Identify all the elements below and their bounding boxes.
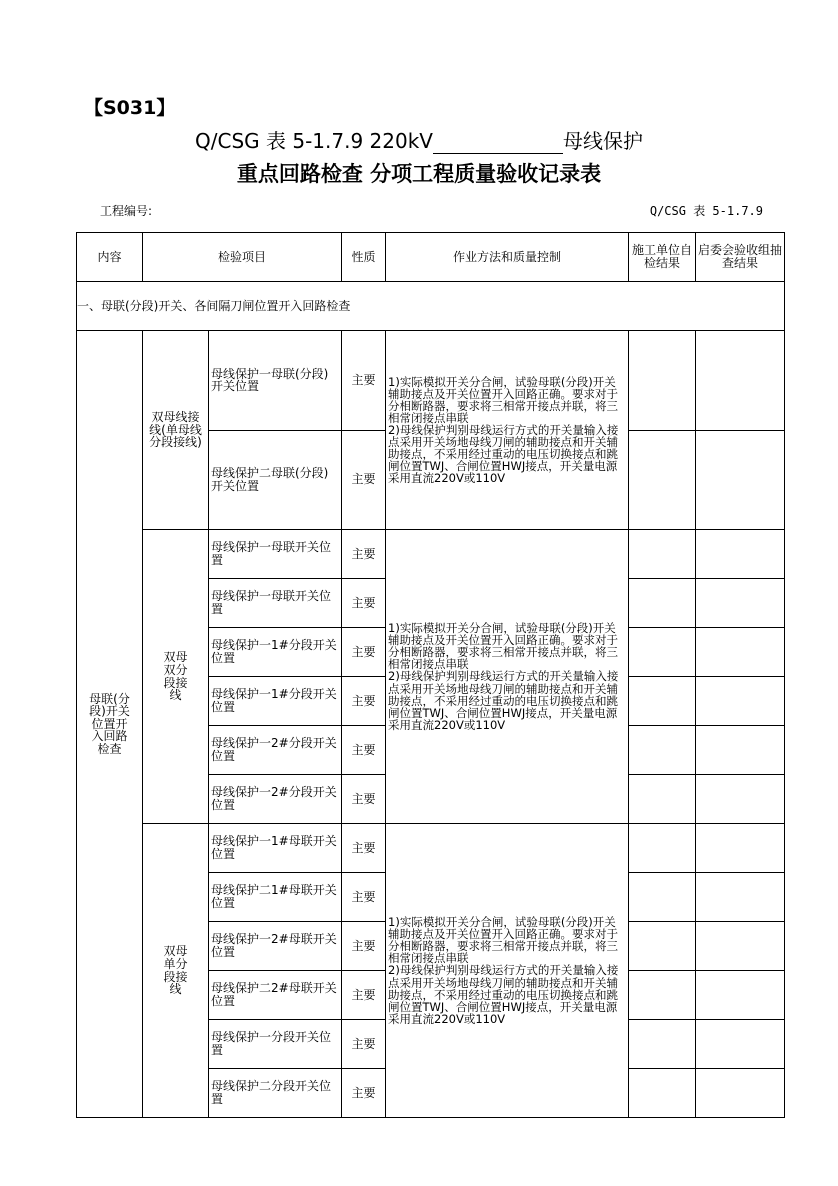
nature: 主要: [342, 530, 386, 579]
header-method: 作业方法和质量控制: [386, 233, 629, 282]
inspection-item: 母线保护一2#母联开关位置: [209, 922, 342, 971]
inspection-item: 母线保护一1#分段开关位置: [209, 628, 342, 677]
method-text: 1)实际模拟开关分合闸，试验母联(分段)开关辅助接点及开关位置开入回路正确。要求对于分相断路器，要求将三相常开接点并联，将三相常闭接点串联 2)母线保护判别母线运行方式的开关量输入接点采用开关场地母线刀闸的辅助接点和开关辅助接点，不采用经过重动的电压切换接点和跳闸位置TWJ、合闸位置HWJ接点，开关量电源采用直流220V或110V: [386, 331, 629, 530]
category-cell: 母联(分段)开关位置开入回路检查: [77, 331, 143, 1118]
wiring-type: 双母线接线(单母线分段接线): [143, 331, 209, 530]
committee-result[interactable]: [696, 430, 785, 530]
project-no-label: 工程编号:: [100, 204, 153, 218]
nature: 主要: [342, 1020, 386, 1069]
inspection-item: 母线保护一母联开关位置: [209, 579, 342, 628]
self-check-result[interactable]: [629, 331, 696, 431]
inspection-item: 母线保护一1#母联开关位置: [209, 824, 342, 873]
section-row: [77, 282, 785, 331]
self-check-result[interactable]: [629, 579, 696, 628]
nature: 主要: [342, 922, 386, 971]
committee-result[interactable]: [696, 331, 785, 431]
inspection-item: 母线保护二分段开关位置: [209, 1069, 342, 1118]
title-prefix: Q/CSG 表 5-1.7.9 220kV: [195, 129, 433, 153]
nature: 主要: [342, 430, 386, 530]
inspection-item: 母线保护一2#分段开关位置: [209, 726, 342, 775]
header-nature: 性质: [342, 233, 386, 282]
nature: 主要: [342, 331, 386, 431]
inspection-item: 母线保护一2#分段开关位置: [209, 775, 342, 824]
self-check-result[interactable]: [629, 922, 696, 971]
committee-result[interactable]: [696, 628, 785, 677]
self-check-result[interactable]: [629, 726, 696, 775]
committee-result[interactable]: [696, 530, 785, 579]
committee-result[interactable]: [696, 677, 785, 726]
section-title: 一、母联(分段)开关、各间隔刀闸位置开入回路检查: [77, 282, 785, 331]
committee-result[interactable]: [696, 922, 785, 971]
committee-result[interactable]: [696, 971, 785, 1020]
committee-result[interactable]: [696, 579, 785, 628]
committee-result[interactable]: [696, 1020, 785, 1069]
self-check-result[interactable]: [629, 530, 696, 579]
nature: 主要: [342, 824, 386, 873]
nature: 主要: [342, 677, 386, 726]
inspection-table: [76, 232, 785, 1118]
wiring-type: 双母双分段接线: [143, 530, 209, 824]
committee-result[interactable]: [696, 873, 785, 922]
self-check-result[interactable]: [629, 824, 696, 873]
title-suffix: 母线保护: [562, 129, 643, 153]
standard-no: Q/CSG 表 5-1.7.9: [649, 204, 763, 218]
subtitle: 重点回路检查 分项工程质量验收记录表: [236, 162, 602, 186]
self-check-result[interactable]: [629, 677, 696, 726]
self-check-result[interactable]: [629, 628, 696, 677]
committee-result[interactable]: [696, 1069, 785, 1118]
committee-result[interactable]: [696, 824, 785, 873]
method-text: 1)实际模拟开关分合闸，试验母联(分段)开关辅助接点及开关位置开入回路正确。要求对于分相断路器，要求将三相常开接点并联，将三相常闭接点串联 2)母线保护判别母线运行方式的开关量输入接点采用开关场地母线刀闸的辅助接点和开关辅助接点，不采用经过重动的电压切换接点和跳闸位置TWJ、合闸位置HWJ接点，开关量电源采用直流220V或110V: [386, 824, 629, 1118]
nature: 主要: [342, 628, 386, 677]
committee-result[interactable]: [696, 775, 785, 824]
header-row: [77, 233, 785, 282]
self-check-result[interactable]: [629, 873, 696, 922]
self-check-result[interactable]: [629, 430, 696, 530]
title: [0, 125, 838, 154]
inspection-item: 母线保护二1#母联开关位置: [209, 873, 342, 922]
self-check-result[interactable]: [629, 775, 696, 824]
nature: 主要: [342, 1069, 386, 1118]
title-blank-field[interactable]: [433, 133, 563, 154]
committee-result[interactable]: [696, 726, 785, 775]
nature: 主要: [342, 579, 386, 628]
inspection-item: 母线保护二2#母联开关位置: [209, 971, 342, 1020]
header-committee: 启委会验收组抽查结果: [696, 233, 785, 282]
inspection-item: 母线保护一分段开关位置: [209, 1020, 342, 1069]
inspection-item: 母线保护一母联开关位置: [209, 530, 342, 579]
table-row: [77, 331, 785, 431]
self-check-result[interactable]: [629, 971, 696, 1020]
header-item: 检验项目: [143, 233, 342, 282]
nature: 主要: [342, 971, 386, 1020]
header-content: 内容: [77, 233, 143, 282]
inspection-item: 母线保护一1#分段开关位置: [209, 677, 342, 726]
table-row: [77, 824, 785, 873]
nature: 主要: [342, 775, 386, 824]
self-check-result[interactable]: [629, 1069, 696, 1118]
header-self-check: 施工单位自检结果: [629, 233, 696, 282]
nature: 主要: [342, 726, 386, 775]
table-row: [77, 530, 785, 579]
method-text: 1)实际模拟开关分合闸，试验母联(分段)开关辅助接点及开关位置开入回路正确。要求对于分相断路器，要求将三相常开接点并联，将三相常闭接点串联 2)母线保护判别母线运行方式的开关量输入接点采用开关场地母线刀闸的辅助接点和开关辅助接点，不采用经过重动的电压切换接点和跳闸位置TWJ、合闸位置HWJ接点，开关量电源采用直流220V或110V: [386, 530, 629, 824]
nature: 主要: [342, 873, 386, 922]
form-code: 【S031】: [84, 97, 176, 119]
inspection-item: 母线保护一母联(分段)开关位置: [209, 331, 342, 431]
inspection-item: 母线保护二母联(分段)开关位置: [209, 430, 342, 530]
self-check-result[interactable]: [629, 1020, 696, 1069]
wiring-type: 双母单分段接线: [143, 824, 209, 1118]
